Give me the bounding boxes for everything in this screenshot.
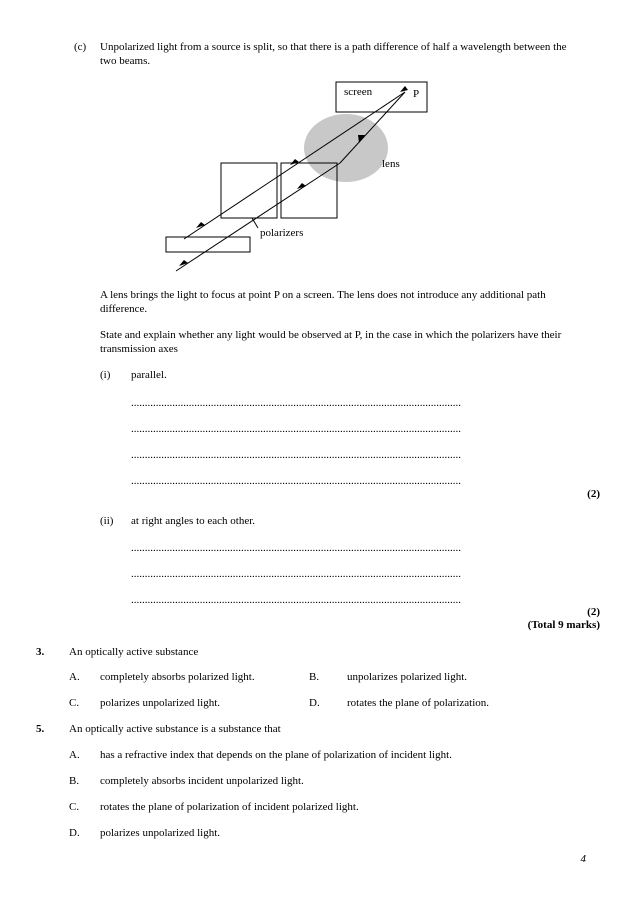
- point-p-label: P: [413, 88, 420, 100]
- q3-option-a-letter: A.: [69, 671, 80, 683]
- answer-line-i-1[interactable]: ........................................................................................................................: [131, 397, 461, 409]
- q3-number: 3.: [36, 646, 45, 658]
- answer-line-ii-2[interactable]: ........................................................................................................................: [131, 568, 461, 580]
- q3-stem: An optically active substance: [69, 646, 199, 658]
- total-marks: (Total 9 marks): [527, 619, 600, 631]
- sub-i-marks: (2): [587, 488, 600, 500]
- q3-option-d-text: rotates the plane of polarization.: [347, 697, 490, 709]
- answer-line-ii-1[interactable]: ........................................................................................................................: [131, 542, 461, 554]
- answer-line-i-2[interactable]: ........................................................................................................................: [131, 423, 461, 435]
- q5-option-a-letter: A.: [69, 749, 80, 761]
- polarizers-label: polarizers: [260, 227, 304, 239]
- q5-option-d-text: polarizes unpolarized light.: [100, 827, 221, 839]
- beam-lower: [176, 163, 340, 271]
- q5-stem: An optically active substance is a substance that: [69, 723, 281, 735]
- state-explain-text: State and explain whether any light would be observed at P, in the case in which the polarizers have their transmission axes: [100, 329, 562, 355]
- arrow-3: [400, 86, 408, 92]
- q3-option-c-letter: C.: [69, 697, 80, 709]
- q3-option-d-letter: D.: [309, 697, 320, 709]
- lens-description: A lens brings the light to focus at point P on a screen. The lens does not introduce any additional path difference.: [100, 289, 546, 315]
- arrow-2: [290, 159, 299, 165]
- sub-i-text: parallel.: [131, 369, 167, 381]
- sub-ii-text: at right angles to each other.: [131, 515, 256, 527]
- q5-option-c-text: rotates the plane of polarization of incident polarized light.: [100, 801, 359, 813]
- q3-option-b-text: unpolarizes polarized light.: [347, 671, 468, 683]
- q3-option-a-text: completely absorbs polarized light.: [100, 671, 255, 683]
- q5-option-d-letter: D.: [69, 827, 80, 839]
- q5-number: 5.: [36, 723, 45, 735]
- sub-ii-marks: (2): [587, 606, 600, 618]
- polarizer-diagram: [160, 78, 440, 278]
- answer-line-i-4[interactable]: ........................................................................................................................: [131, 475, 461, 487]
- part-c-label: (c): [74, 41, 87, 53]
- q3-option-b-letter: B.: [309, 671, 320, 683]
- sub-i-label: (i): [100, 369, 111, 381]
- answer-line-ii-3[interactable]: ........................................................................................................................: [131, 594, 461, 606]
- sub-ii-label: (ii): [100, 515, 114, 527]
- part-c-intro: Unpolarized light from a source is split, so that there is a path difference of half a wavelength between the two beams.: [100, 41, 567, 67]
- screen-label: screen: [344, 86, 373, 98]
- page-number: 4: [580, 853, 586, 865]
- arrow-4: [179, 260, 188, 266]
- answer-line-i-3[interactable]: ........................................................................................................................: [131, 449, 461, 461]
- arrow-1: [196, 222, 205, 228]
- q5-option-a-text: has a refractive index that depends on the plane of polarization of incident light.: [100, 749, 452, 761]
- q5-option-b-letter: B.: [69, 775, 80, 787]
- lens-label: lens: [382, 158, 400, 170]
- q5-option-b-text: completely absorbs incident unpolarized light.: [100, 775, 304, 787]
- q3-option-c-text: polarizes unpolarized light.: [100, 697, 221, 709]
- q5-option-c-letter: C.: [69, 801, 80, 813]
